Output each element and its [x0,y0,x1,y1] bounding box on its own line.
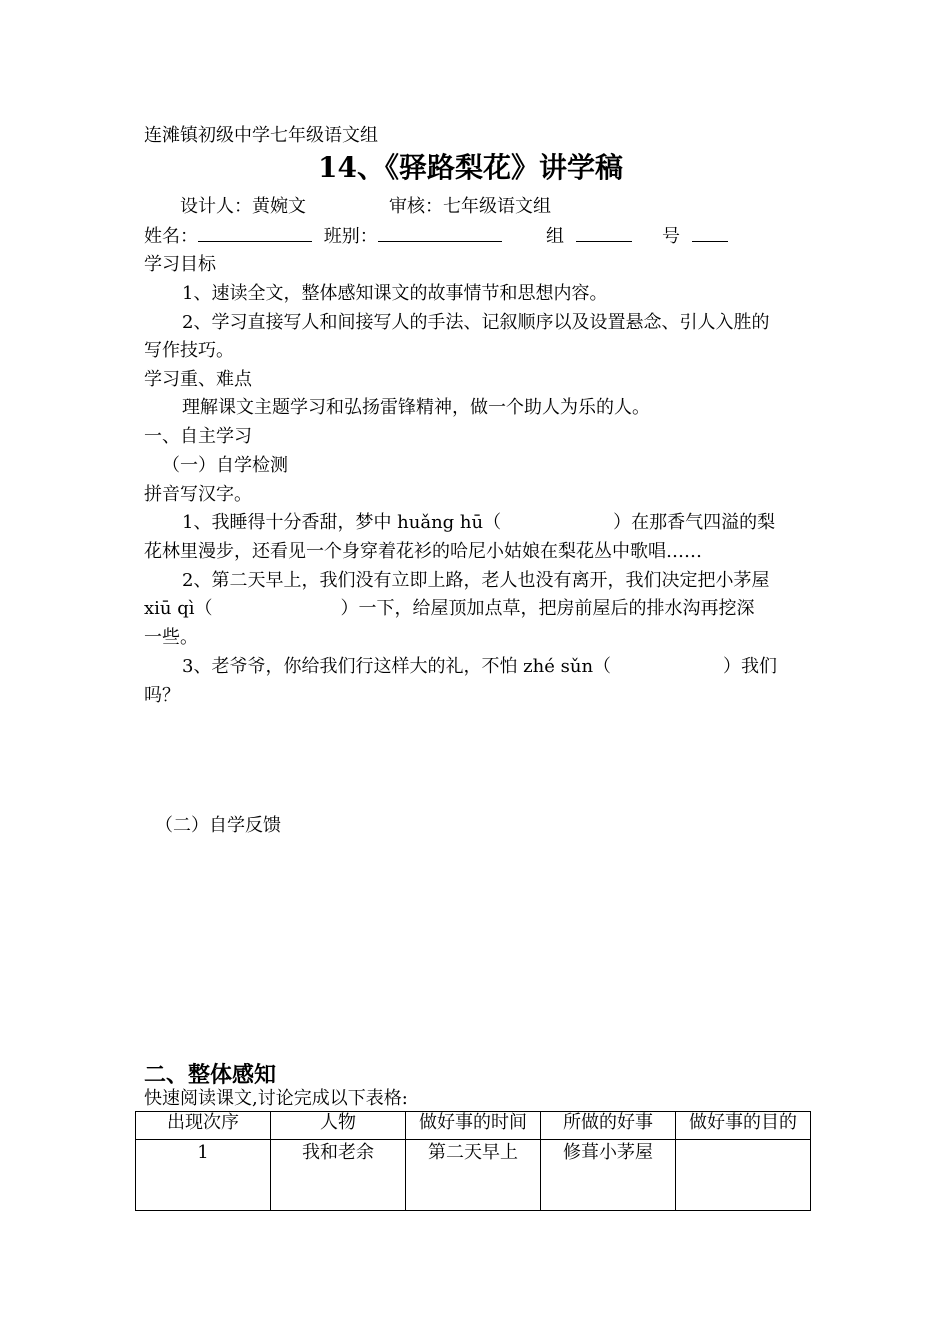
question-2-text: ）一下，给屋顶加点草，把房前屋后的排水沟再挖深 [340,598,755,619]
objective-item: 2、学习直接写人和间接写人的手法、记叙顺序以及设置悬念、引人入胜的 [182,312,770,333]
section1-heading: 一、自主学习 [144,426,252,447]
question-2: 2、第二天早上，我们没有立即上路，老人也没有离开，我们决定把小茅屋 [182,570,770,591]
question-2-pinyin: xiū qì（ [144,598,213,619]
name-label: 姓名： [144,226,198,247]
question-1 [182,512,775,534]
question-2-line-3: 一些。 [144,627,198,648]
table-cell[interactable]: 第二天早上 [406,1140,541,1211]
question-1-text-end: ）在那香气四溢的梨 [613,512,776,533]
objective-item-continued: 写作技巧。 [144,340,234,361]
table-header-cell: 出现次序 [136,1112,271,1140]
pinyin-instruction: 拼音写汉字。 [144,484,252,505]
question-3 [182,656,777,678]
group-row [546,226,632,248]
objective-item: 1、速读全文，整体感知课文的故事情节和思想内容。 [182,283,608,304]
table-instruction: 快速阅读课文,讨论完成以下表格: [144,1088,408,1109]
question-3-line-2: 吗？ [144,685,180,706]
section2-heading: 二、整体感知 [144,1062,277,1088]
class-field[interactable] [378,227,502,242]
student-info-row [144,226,502,248]
class-label: 班别： [323,226,378,247]
table-row [136,1140,811,1211]
table-header-cell: 做好事的目的 [676,1112,811,1140]
table-header-cell: 所做的好事 [541,1112,676,1140]
objectives-heading: 学习目标 [144,254,216,275]
number-row [662,226,728,248]
name-field[interactable] [198,227,312,242]
number-field[interactable] [692,227,728,242]
feedback-heading: （二）自学反馈 [155,815,281,836]
group-label: 组 [546,226,564,247]
page-title: 14、《驿路梨花》讲学稿 [318,151,623,184]
question-3-text: 3、老爷爷，你给我们行这样大的礼，不怕 zhé sǔn（ [182,656,612,677]
table-cell[interactable]: 我和老余 [271,1140,406,1211]
school-heading: 连滩镇初级中学七年级语文组 [144,125,378,146]
table-header-cell: 做好事的时间 [406,1112,541,1140]
key-points-heading: 学习重、难点 [144,369,252,390]
question-2-line-2 [144,598,755,620]
question-3-text-end: ）我们 [723,656,778,677]
question-1-text: 1、我睡得十分香甜，梦中 huǎng hū（ [182,512,502,533]
table-header-cell: 人物 [271,1112,406,1140]
group-field[interactable] [576,227,632,242]
table-header-row [136,1112,811,1140]
self-test-heading: （一）自学检测 [162,455,288,476]
question-1-line-2: 花林里漫步，还看见一个身穿着花衫的哈尼小姑娘在梨花丛中歌唱…… [144,541,702,562]
reviewer-label: 审核：七年级语文组 [389,196,551,217]
number-label: 号 [662,226,680,247]
table-cell[interactable]: 修葺小茅屋 [541,1140,676,1211]
designer-label: 设计人：黄婉文 [180,196,306,217]
good-deeds-table [135,1111,811,1211]
table-cell[interactable]: 1 [136,1140,271,1211]
table-cell[interactable] [676,1140,811,1211]
key-points-text: 理解课文主题学习和弘扬雷锋精神，做一个助人为乐的人。 [182,397,650,418]
